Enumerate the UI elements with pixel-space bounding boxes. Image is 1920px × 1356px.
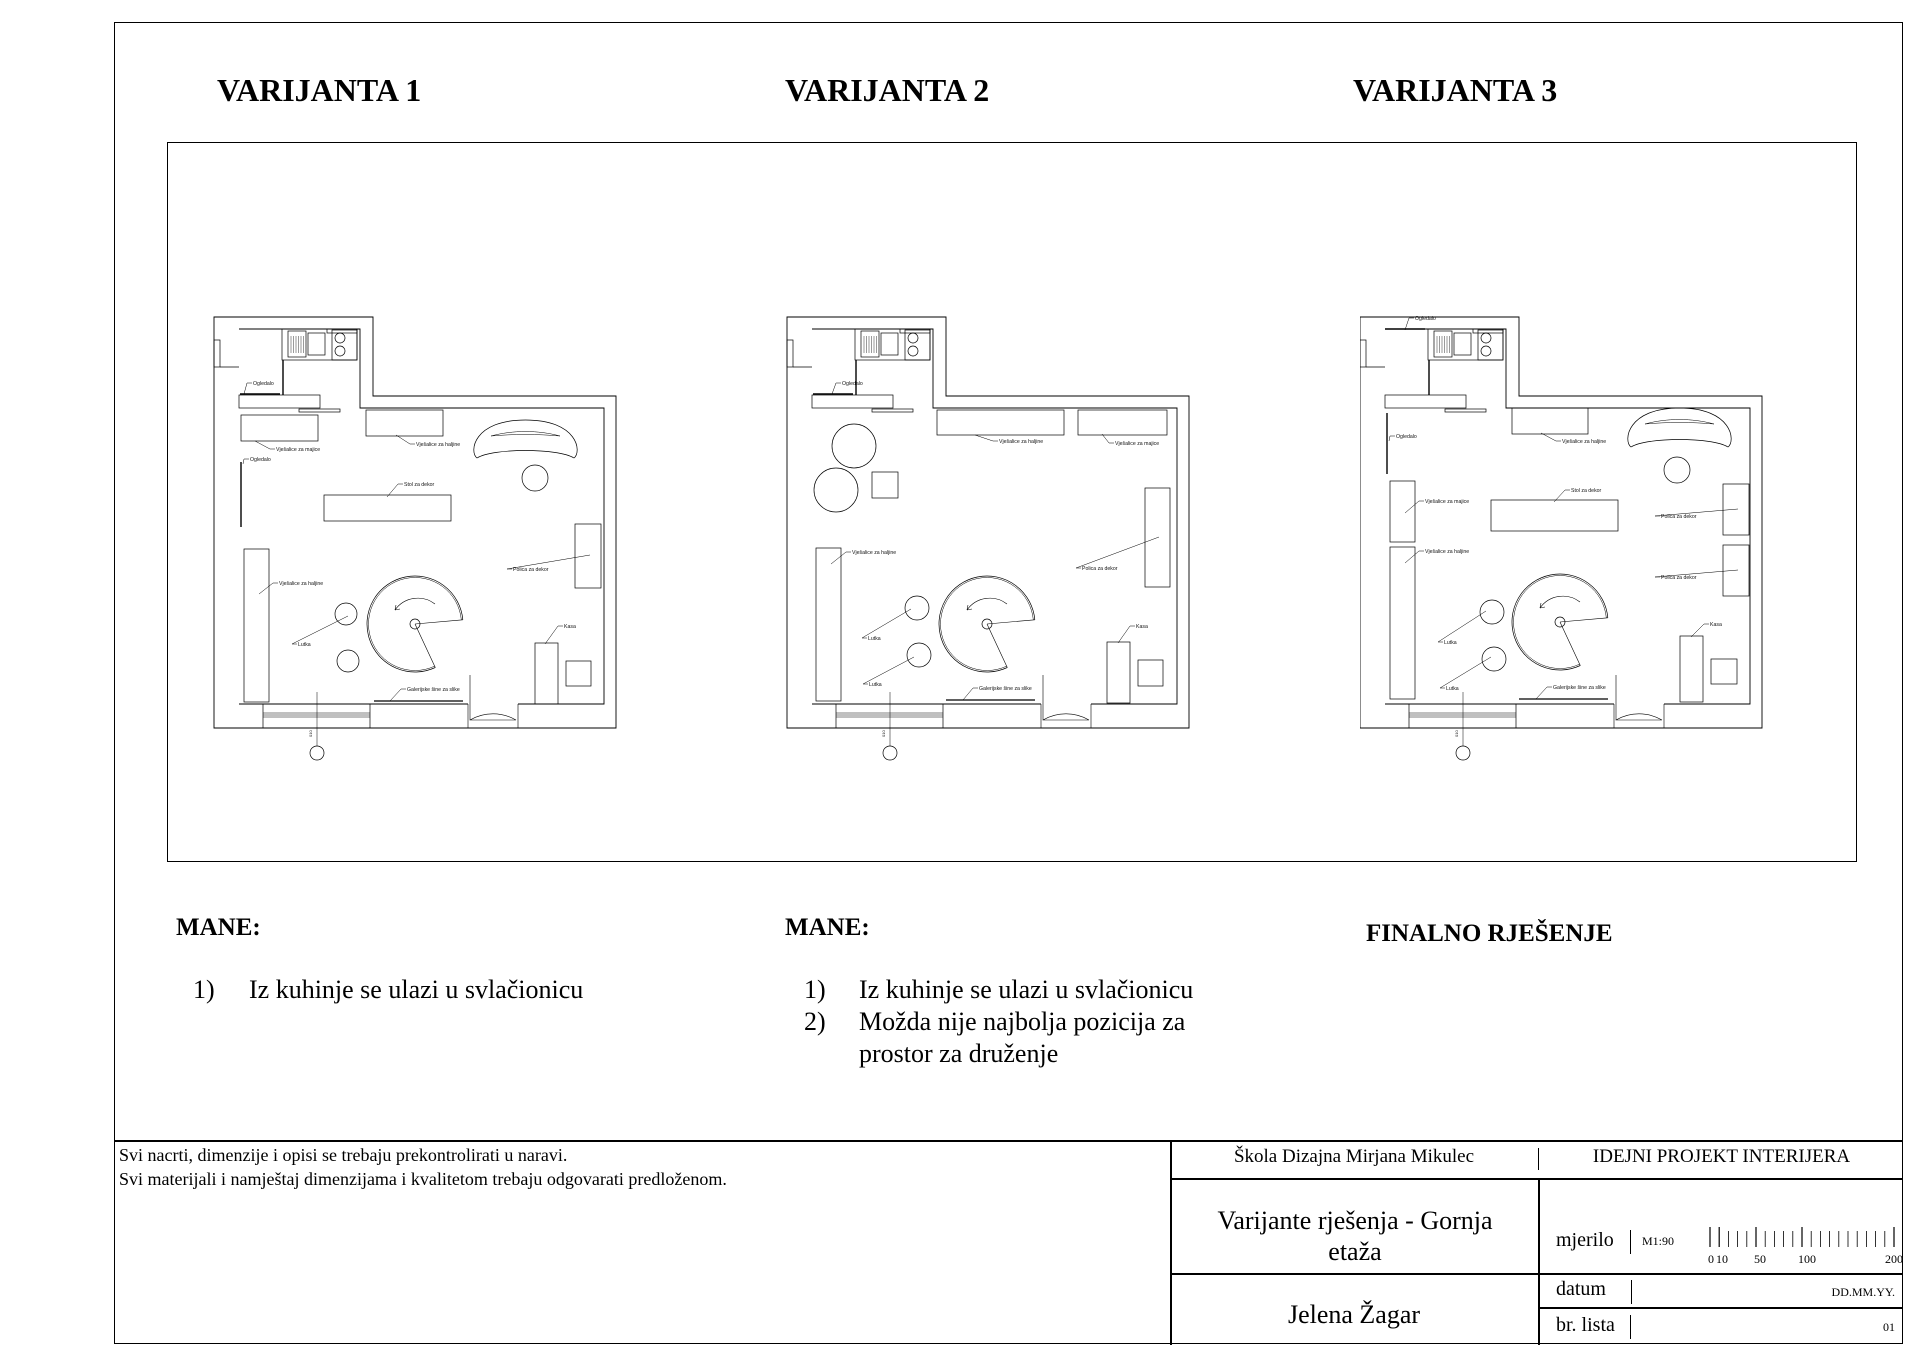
rotation-arrow-icon	[967, 598, 1007, 610]
scale-tick-label: 0	[1708, 1252, 1714, 1266]
sink-icon	[1454, 333, 1471, 355]
furniture	[1491, 500, 1618, 531]
wall	[263, 704, 370, 728]
pouf	[1664, 457, 1690, 483]
window	[263, 713, 370, 717]
furniture-layout	[240, 381, 601, 704]
stove	[1478, 330, 1503, 360]
cash-register	[566, 661, 591, 686]
furniture-label: Ogledalo	[1415, 316, 1436, 322]
leader-line	[1076, 537, 1159, 568]
hood	[1473, 329, 1503, 333]
stove	[332, 330, 357, 360]
mannequin	[1482, 647, 1506, 671]
furniture	[324, 495, 451, 521]
partition	[239, 395, 320, 408]
leader-line	[1405, 318, 1414, 330]
divider	[114, 1140, 1903, 1142]
leader-line	[1440, 657, 1491, 688]
burner	[1481, 333, 1491, 343]
building-shell	[214, 317, 616, 760]
cons-1-item-text: Iz kuhinje se ulazi u svlačionicu	[249, 975, 584, 1004]
shelf	[1445, 409, 1486, 412]
divider	[1538, 1307, 1903, 1309]
furniture	[1680, 636, 1703, 702]
sheet-number-label: br. lista	[1556, 1314, 1615, 1336]
leader-line	[545, 626, 563, 644]
furniture-label: Galerijske šine za slike	[407, 687, 460, 693]
kitchen-counter	[282, 329, 357, 360]
sheet-title: Varijante rješenja - Gornja etaža	[1217, 1206, 1493, 1266]
divider	[1630, 1315, 1631, 1339]
building-shell	[1360, 317, 1762, 760]
final-solution-title: FINALNO RJEŠENJE	[1366, 920, 1613, 947]
furniture	[1723, 545, 1749, 596]
scale-value: M1:90	[1642, 1234, 1675, 1248]
window	[836, 713, 943, 717]
outer-wall	[1360, 317, 1762, 728]
section-mark-label: 010	[881, 730, 886, 737]
wall	[1409, 704, 1516, 728]
section-mark-label: 010	[308, 730, 313, 737]
furniture-label: Lutka	[1446, 686, 1459, 692]
cons-2-item-text: Možda nije najbolja pozicija za	[859, 1007, 1186, 1036]
leader-line	[255, 441, 275, 449]
burner	[335, 333, 345, 343]
furniture-label: Ogledalo	[253, 381, 274, 387]
rotating-rack	[415, 620, 463, 668]
floor-plan-variant-2	[780, 300, 1220, 780]
furniture-layout	[813, 381, 1170, 703]
leader-line	[863, 657, 914, 684]
pouf	[522, 465, 548, 491]
outer-wall	[787, 317, 1189, 728]
furniture	[366, 410, 443, 436]
dish-drain	[861, 331, 879, 357]
furniture-label: Vješalice za majice	[276, 447, 321, 453]
rotation-arrow-icon	[1540, 596, 1580, 608]
furniture	[1107, 642, 1130, 703]
leader-line	[963, 688, 978, 700]
cons-2-item-num: 2)	[804, 1007, 826, 1036]
floor-plan-variant-3	[1360, 300, 1800, 780]
sheet-number-value: 01	[1883, 1320, 1895, 1334]
furniture-layout	[1385, 316, 1749, 702]
door-icon	[1041, 675, 1091, 728]
scale-tick-label: 200	[1885, 1252, 1903, 1266]
divider	[1630, 1230, 1631, 1254]
heading-variant-1: VARIJANTA 1	[217, 72, 422, 108]
furniture-label: Kasa	[1136, 624, 1148, 630]
divider	[1631, 1280, 1632, 1304]
rotating-rack	[1514, 576, 1607, 669]
rotating-rack	[1560, 618, 1608, 666]
lounge-table	[832, 424, 876, 468]
furniture-label: Vješalice za haljine	[852, 550, 897, 556]
seat	[872, 472, 898, 498]
outer-wall	[214, 317, 616, 728]
hood	[327, 329, 357, 333]
furniture	[937, 410, 1064, 435]
leader-line	[1102, 434, 1114, 443]
scale-tick-label: 50	[1754, 1252, 1766, 1266]
furniture-label: Polica za dekor	[1082, 566, 1118, 572]
leader-line	[1405, 551, 1424, 563]
school-name: Škola Dizajna Mirjana Mikulec	[1233, 1146, 1475, 1167]
window	[1360, 340, 1366, 367]
kitchen-counter	[855, 329, 930, 360]
section-marker	[310, 746, 324, 760]
furniture-label: Ogledalo	[250, 457, 271, 463]
cons-2-item-text: prostor za druženje	[859, 1039, 1059, 1068]
sofa-cushion	[491, 432, 560, 437]
furniture-label: Ogledalo	[1396, 434, 1417, 440]
furniture-label: Lutka	[869, 682, 882, 688]
cons-title-1: MANE:	[176, 914, 261, 941]
furniture	[1390, 481, 1415, 542]
furniture	[535, 643, 558, 704]
note-line: Svi materijali i namještaj dimenzijama i kvalitetom trebaju odgovarati predloženom.	[119, 1169, 727, 1189]
sofa	[1628, 408, 1731, 447]
burner	[335, 346, 345, 356]
section-marker	[1456, 746, 1470, 760]
floor-plan-variant-1	[200, 300, 640, 780]
furniture-label: Galerijske šine za slike	[1553, 685, 1606, 691]
author-name: Jelena Žagar	[1287, 1300, 1421, 1329]
mannequin	[905, 596, 929, 620]
furniture-label: Kasa	[1710, 622, 1722, 628]
date-label: datum	[1556, 1278, 1606, 1300]
sofa-cushion	[1645, 420, 1714, 425]
shelf	[872, 409, 913, 412]
scale-tick-label: 100	[1798, 1252, 1816, 1266]
scale-tick-label: 10	[1716, 1252, 1728, 1266]
leader-line	[244, 383, 252, 394]
leader-line	[1118, 626, 1135, 643]
furniture-label: Stol za dekor	[404, 482, 435, 488]
heading-variant-3: VARIJANTA 3	[1353, 72, 1558, 108]
leader-line	[1691, 624, 1709, 637]
divider	[1538, 1148, 1539, 1170]
leader-line	[1389, 436, 1395, 441]
cons-title-2: MANE:	[785, 914, 870, 941]
sofa	[474, 420, 577, 458]
furniture-label: Vješalice za haljine	[999, 439, 1044, 445]
rotating-rack	[367, 576, 463, 672]
furniture	[1723, 484, 1749, 535]
leader-line	[1536, 687, 1552, 699]
inner-wall	[812, 329, 1177, 704]
date-value: DD.MM.YY.	[1831, 1285, 1895, 1299]
sink-icon	[881, 333, 898, 355]
divider	[1170, 1273, 1903, 1275]
note-line: Svi nacrti, dimenzije i opisi se trebaju prekontrolirati u naravi.	[119, 1145, 568, 1165]
shelf	[299, 409, 340, 412]
stove	[905, 330, 930, 360]
project-type: IDEJNI PROJEKT INTERIJERA	[1592, 1146, 1851, 1167]
window	[787, 340, 793, 367]
door-icon	[468, 675, 518, 728]
leader-line	[390, 689, 406, 701]
divider	[1170, 1178, 1903, 1180]
furniture-label: Polica za dekor	[513, 567, 549, 573]
rotating-rack	[369, 578, 462, 671]
rotating-rack	[941, 578, 1034, 671]
furniture-label: Lutka	[298, 642, 311, 648]
furniture-label: Vješalice za haljine	[1562, 439, 1607, 445]
furniture	[1078, 410, 1167, 435]
leader-line	[396, 435, 415, 444]
furniture-label: Vješalice za haljine	[1425, 549, 1470, 555]
furniture	[575, 524, 601, 588]
cash-register	[1711, 659, 1737, 684]
door-icon	[1614, 675, 1664, 728]
section-mark-label: 010	[1454, 730, 1459, 737]
cons-2-item-num: 1)	[804, 975, 826, 1004]
cons-2-item-text: Iz kuhinje se ulazi u svlačionicu	[859, 975, 1194, 1004]
lounge-table	[814, 468, 858, 512]
furniture-label: Vješalice za haljine	[279, 581, 324, 587]
mannequin	[337, 650, 359, 672]
furniture-label: Vješalice za majice	[1425, 499, 1470, 505]
scale-label: mjerilo	[1556, 1229, 1614, 1251]
window	[214, 340, 220, 367]
furniture-label: Kasa	[564, 624, 576, 630]
furniture-label: Polica za dekor	[1661, 514, 1697, 520]
burner	[1481, 346, 1491, 356]
mannequin	[335, 603, 357, 625]
furniture	[816, 548, 841, 701]
burner	[908, 346, 918, 356]
divider	[1538, 1178, 1540, 1345]
furniture-label: Polica za dekor	[1661, 575, 1697, 581]
leader-line	[292, 616, 348, 644]
furniture-label: Galerijske šine za slike	[979, 686, 1032, 692]
wall	[836, 704, 943, 728]
furniture	[1512, 408, 1588, 434]
cons-1-item-num: 1)	[193, 975, 215, 1004]
rotating-rack	[939, 576, 1035, 672]
leader-line	[1405, 501, 1424, 513]
furniture-label: Ogledalo	[842, 381, 863, 387]
rotating-rack	[987, 620, 1035, 668]
leader-line	[862, 609, 911, 638]
heading-variant-2: VARIJANTA 2	[785, 72, 990, 108]
partition	[812, 395, 893, 408]
mannequin	[907, 643, 931, 667]
furniture	[1390, 547, 1415, 699]
leader-line	[1438, 611, 1486, 642]
cash-register	[1138, 660, 1163, 686]
furniture	[241, 415, 318, 441]
furniture	[244, 549, 269, 702]
furniture-label: Stol za dekor	[1571, 488, 1602, 494]
window	[1409, 713, 1516, 717]
leader-line	[975, 435, 998, 441]
hood	[900, 329, 930, 333]
leader-line	[832, 383, 841, 394]
partition	[1385, 395, 1466, 408]
kitchen-counter	[1428, 329, 1503, 360]
rotation-arrow-icon	[395, 598, 435, 610]
furniture-label: Lutka	[868, 636, 881, 642]
leader-line	[259, 583, 278, 594]
rotating-rack	[1512, 574, 1608, 670]
dish-drain	[288, 331, 306, 357]
sink-icon	[308, 333, 325, 355]
section-marker	[883, 746, 897, 760]
leader-line	[243, 459, 249, 464]
mannequin	[1480, 600, 1504, 624]
furniture-label: Lutka	[1444, 640, 1457, 646]
furniture-label: Vješalice za haljine	[416, 442, 461, 448]
inner-wall	[239, 329, 604, 704]
burner	[908, 333, 918, 343]
furniture-label: Vješalice za majice	[1115, 441, 1160, 447]
